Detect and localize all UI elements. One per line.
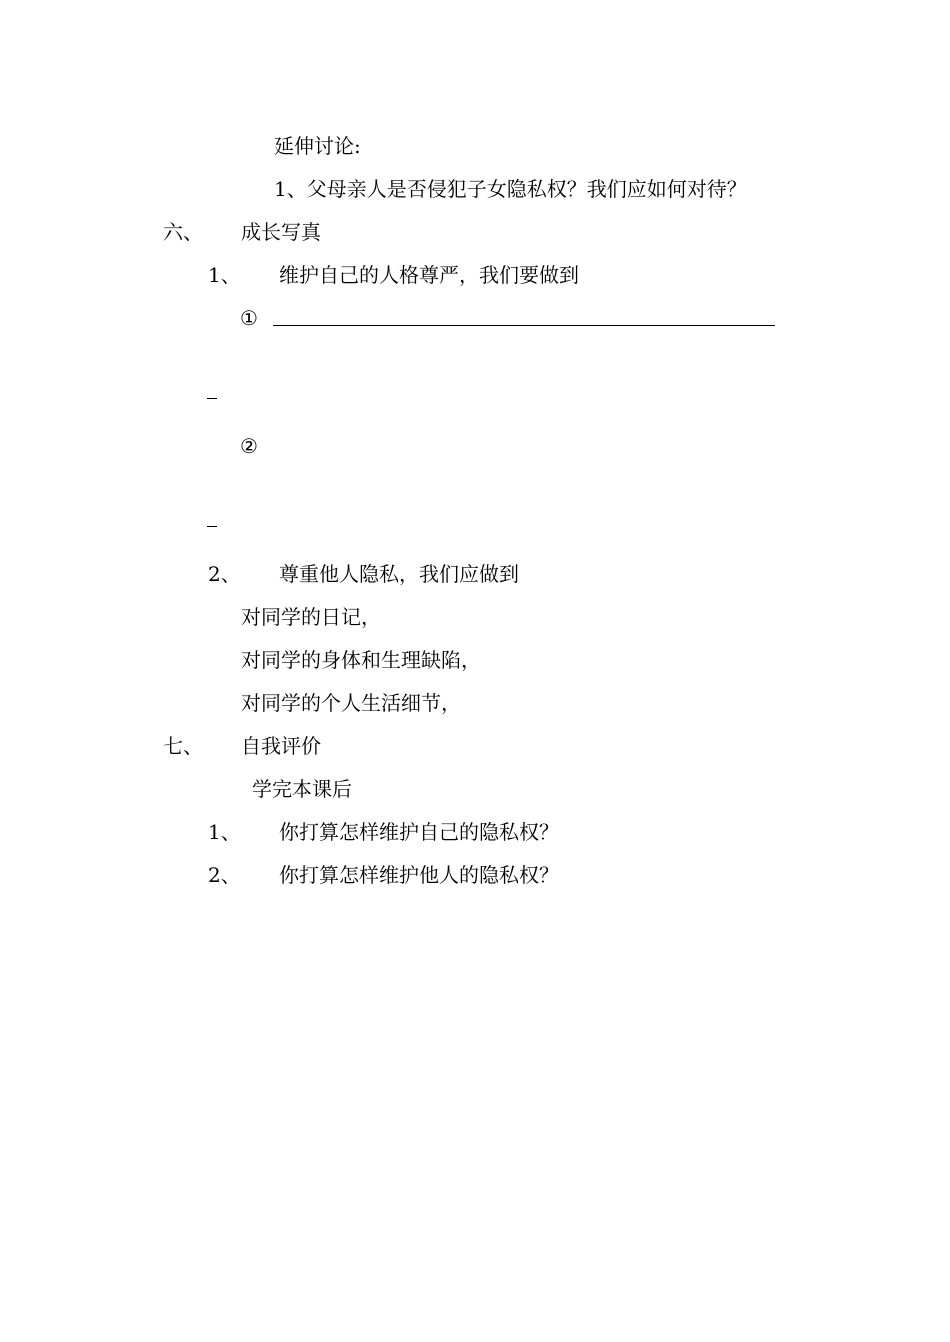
section-6-item-1-text: 维护自己的人格尊严，我们要做到 (279, 263, 579, 287)
answer-blank-line-1-continuation (207, 398, 217, 399)
respect-line-body: 对同学的身体和生理缺陷， (241, 648, 481, 672)
blank-1-marker: ① (240, 306, 258, 330)
answer-blank-line-1[interactable] (273, 325, 775, 326)
blank-2-marker: ② (240, 434, 258, 458)
section-6-number: 六、 (163, 220, 203, 244)
respect-line-life-details: 对同学的个人生活细节， (241, 691, 461, 715)
section-7-question-2-number: 2、 (208, 863, 241, 887)
section-6-item-2-text: 尊重他人隐私，我们应做到 (279, 562, 519, 586)
section-6-item-2-number: 2、 (208, 562, 241, 586)
section-7-question-1: 你打算怎样维护自己的隐私权？ (279, 820, 559, 844)
section-7-number: 七、 (163, 734, 203, 758)
section-7-intro: 学完本课后 (252, 777, 352, 801)
discussion-heading: 延伸讨论: (274, 134, 361, 158)
answer-blank-line-2-continuation (207, 526, 217, 527)
respect-line-diary: 对同学的日记， (241, 605, 381, 629)
section-6-title: 成长写真 (241, 220, 321, 244)
section-7-title: 自我评价 (241, 734, 321, 758)
discussion-question-1: 1、父母亲人是否侵犯子女隐私权？我们应如何对待？ (274, 177, 747, 201)
section-7-question-1-number: 1、 (208, 820, 241, 844)
section-6-item-1-number: 1、 (208, 263, 241, 287)
section-7-question-2: 你打算怎样维护他人的隐私权？ (279, 863, 559, 887)
